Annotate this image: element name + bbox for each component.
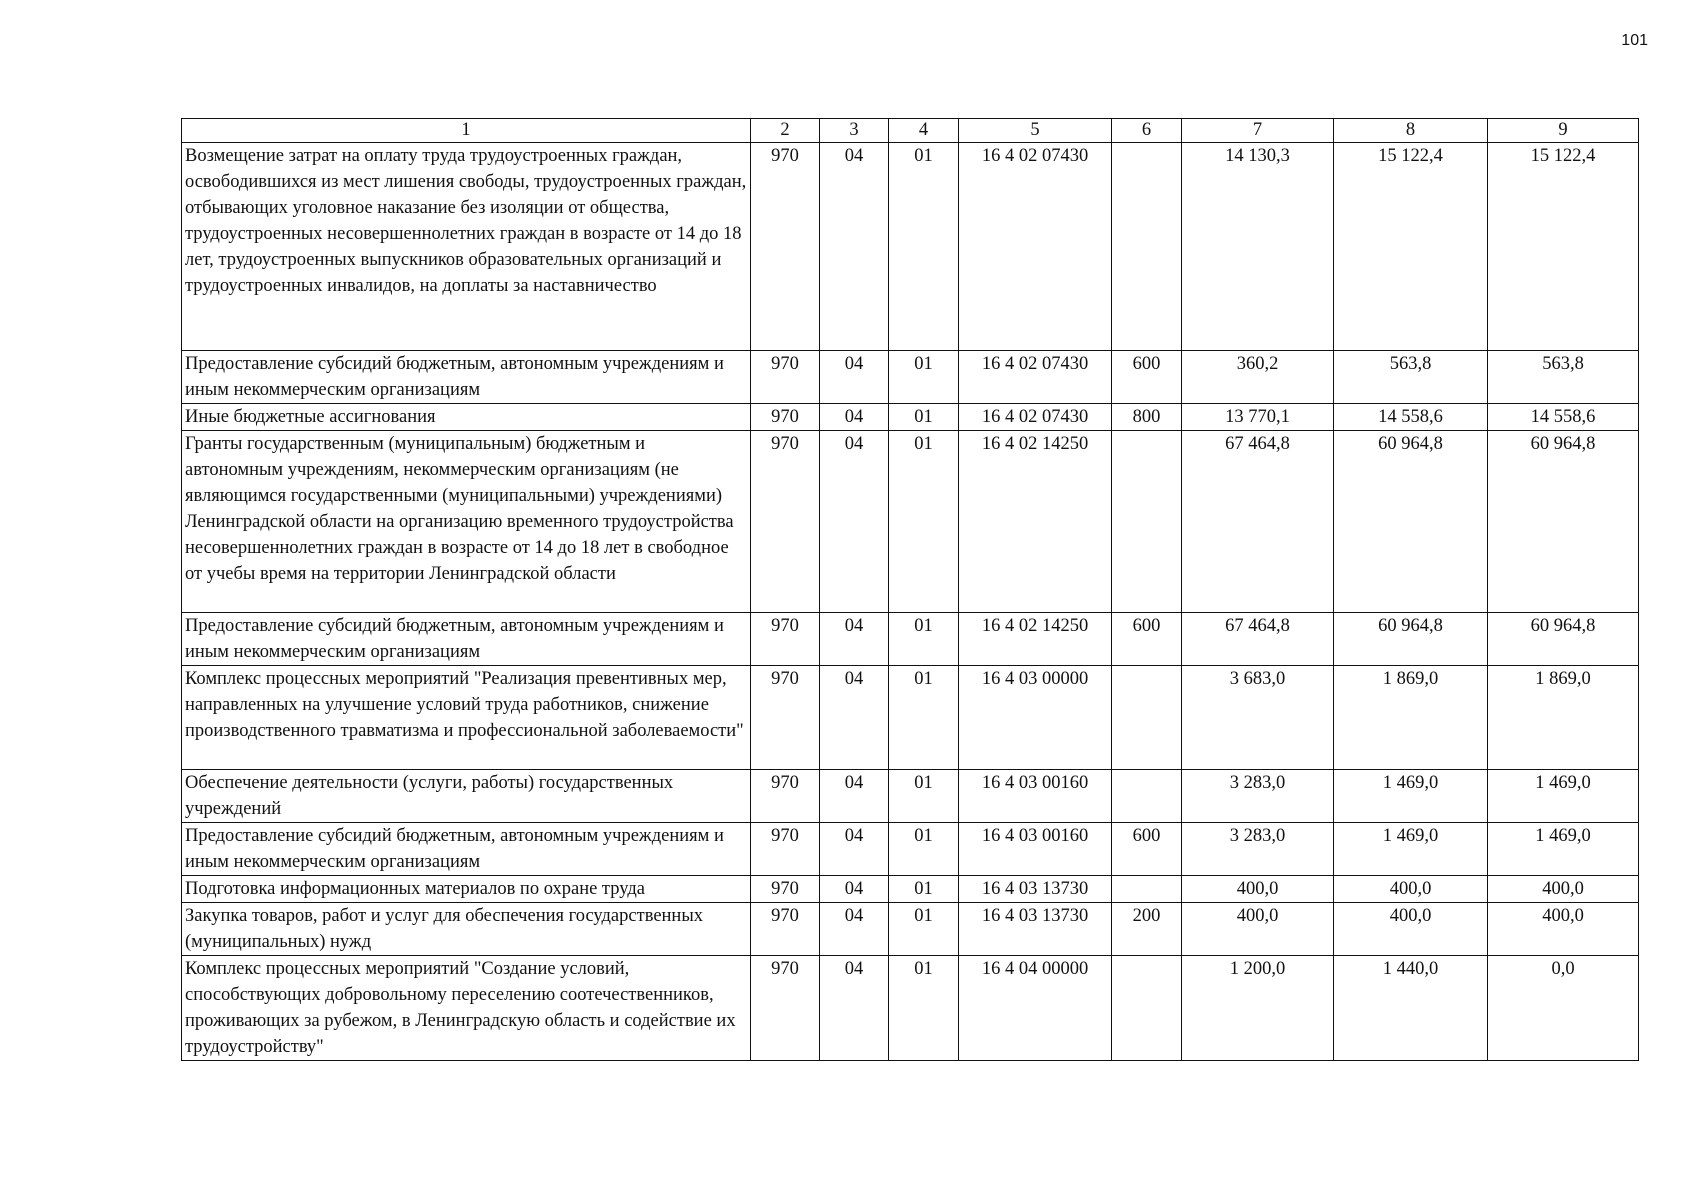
row-col-8: 400,0 — [1334, 876, 1488, 903]
header-col-8: 8 — [1334, 119, 1488, 143]
header-col-6: 6 — [1112, 119, 1182, 143]
row-col-3: 04 — [820, 770, 889, 823]
page-number: 101 — [1621, 32, 1648, 49]
row-col-3: 04 — [820, 404, 889, 431]
row-col-4: 01 — [889, 613, 959, 666]
row-col-8: 14 558,6 — [1334, 404, 1488, 431]
row-col-5: 16 4 02 07430 — [959, 351, 1112, 404]
row-col-8: 563,8 — [1334, 351, 1488, 404]
row-col-7: 3 683,0 — [1182, 666, 1334, 770]
row-col-4: 01 — [889, 770, 959, 823]
row-col-8: 15 122,4 — [1334, 143, 1488, 351]
row-description: Предоставление субсидий бюджетным, автономным учреждениям и иным некоммерческим организациям — [182, 351, 751, 404]
header-col-9: 9 — [1488, 119, 1639, 143]
row-col-6 — [1112, 143, 1182, 351]
table-header-row — [182, 119, 1639, 143]
row-description: Предоставление субсидий бюджетным, автономным учреждениям и иным некоммерческим организациям — [182, 613, 751, 666]
row-col-8: 1 469,0 — [1334, 823, 1488, 876]
row-description: Подготовка информационных материалов по охране труда — [182, 876, 751, 903]
row-col-5: 16 4 04 00000 — [959, 956, 1112, 1061]
row-col-6 — [1112, 431, 1182, 613]
row-col-2: 970 — [751, 404, 820, 431]
row-col-2: 970 — [751, 903, 820, 956]
table-row — [182, 770, 1639, 823]
row-col-6 — [1112, 876, 1182, 903]
header-col-3: 3 — [820, 119, 889, 143]
row-col-4: 01 — [889, 143, 959, 351]
row-col-8: 60 964,8 — [1334, 431, 1488, 613]
row-col-3: 04 — [820, 143, 889, 351]
row-col-3: 04 — [820, 666, 889, 770]
row-description: Возмещение затрат на оплату труда трудоустроенных граждан, освободившихся из мест лишения свободы, трудоустроенных граждан, отбывающих уголовное наказание без изоляции от общества, трудоустроенных несовершеннолетних граждан в возрасте от 14 до 18 лет, трудоустроенных выпускников образовательных организаций и трудоустроенных инвалидов, на доплаты за наставничество — [182, 143, 751, 351]
table-row — [182, 404, 1639, 431]
row-col-7: 360,2 — [1182, 351, 1334, 404]
row-col-5: 16 4 03 00000 — [959, 666, 1112, 770]
row-col-6: 600 — [1112, 613, 1182, 666]
table-row — [182, 823, 1639, 876]
row-col-3: 04 — [820, 351, 889, 404]
row-col-4: 01 — [889, 351, 959, 404]
row-col-9: 14 558,6 — [1488, 404, 1639, 431]
row-col-2: 970 — [751, 876, 820, 903]
row-description: Комплекс процессных мероприятий "Создание условий, способствующих добровольному переселению соотечественников, проживающих за рубежом, в Ленинградскую область и содействие их трудоустройству" — [182, 956, 751, 1061]
row-col-5: 16 4 03 13730 — [959, 903, 1112, 956]
row-col-7: 67 464,8 — [1182, 613, 1334, 666]
row-description: Предоставление субсидий бюджетным, автономным учреждениям и иным некоммерческим организациям — [182, 823, 751, 876]
row-col-5: 16 4 02 14250 — [959, 613, 1112, 666]
row-col-2: 970 — [751, 770, 820, 823]
row-col-6 — [1112, 666, 1182, 770]
row-col-3: 04 — [820, 431, 889, 613]
row-col-2: 970 — [751, 351, 820, 404]
table-row — [182, 351, 1639, 404]
row-col-4: 01 — [889, 431, 959, 613]
row-col-8: 400,0 — [1334, 903, 1488, 956]
row-col-9: 1 469,0 — [1488, 770, 1639, 823]
header-col-5: 5 — [959, 119, 1112, 143]
row-col-7: 67 464,8 — [1182, 431, 1334, 613]
row-col-6: 200 — [1112, 903, 1182, 956]
header-col-7: 7 — [1182, 119, 1334, 143]
row-col-7: 3 283,0 — [1182, 770, 1334, 823]
row-col-6: 600 — [1112, 351, 1182, 404]
row-col-3: 04 — [820, 956, 889, 1061]
row-col-4: 01 — [889, 876, 959, 903]
row-col-7: 13 770,1 — [1182, 404, 1334, 431]
row-col-2: 970 — [751, 956, 820, 1061]
row-col-4: 01 — [889, 823, 959, 876]
row-description: Закупка товаров, работ и услуг для обеспечения государственных (муниципальных) нужд — [182, 903, 751, 956]
row-col-6: 600 — [1112, 823, 1182, 876]
row-description: Иные бюджетные ассигнования — [182, 404, 751, 431]
row-col-4: 01 — [889, 666, 959, 770]
row-col-5: 16 4 02 07430 — [959, 143, 1112, 351]
row-col-7: 1 200,0 — [1182, 956, 1334, 1061]
table-row — [182, 903, 1639, 956]
table-row — [182, 613, 1639, 666]
row-col-3: 04 — [820, 613, 889, 666]
row-col-3: 04 — [820, 823, 889, 876]
table-row — [182, 876, 1639, 903]
row-col-8: 1 440,0 — [1334, 956, 1488, 1061]
header-col-2: 2 — [751, 119, 820, 143]
row-col-5: 16 4 03 00160 — [959, 770, 1112, 823]
row-col-9: 0,0 — [1488, 956, 1639, 1061]
header-col-1: 1 — [182, 119, 751, 143]
row-col-5: 16 4 03 00160 — [959, 823, 1112, 876]
table-row — [182, 956, 1639, 1061]
row-col-2: 970 — [751, 823, 820, 876]
header-col-4: 4 — [889, 119, 959, 143]
row-col-4: 01 — [889, 956, 959, 1061]
table-row — [182, 431, 1639, 613]
row-col-2: 970 — [751, 613, 820, 666]
row-col-9: 60 964,8 — [1488, 613, 1639, 666]
row-col-9: 1 469,0 — [1488, 823, 1639, 876]
row-description: Гранты государственным (муниципальным) бюджетным и автономным учреждениям, некоммерческим организациям (не являющимся государственными (муниципальными) учреждениями) Ленинградской области на организацию временного трудоустройства несовершеннолетних граждан в возрасте от 14 до 18 лет в свободное от учебы время на территории Ленинградской области — [182, 431, 751, 613]
row-col-9: 15 122,4 — [1488, 143, 1639, 351]
row-col-8: 60 964,8 — [1334, 613, 1488, 666]
row-col-6 — [1112, 770, 1182, 823]
row-col-9: 400,0 — [1488, 876, 1639, 903]
row-col-2: 970 — [751, 431, 820, 613]
row-col-9: 60 964,8 — [1488, 431, 1639, 613]
row-col-9: 1 869,0 — [1488, 666, 1639, 770]
row-description: Комплекс процессных мероприятий "Реализация превентивных мер, направленных на улучшение условий труда работников, снижение производственного травматизма и профессиональной заболеваемости" — [182, 666, 751, 770]
table-row — [182, 143, 1639, 351]
row-col-5: 16 4 02 07430 — [959, 404, 1112, 431]
row-col-6: 800 — [1112, 404, 1182, 431]
row-col-6 — [1112, 956, 1182, 1061]
row-col-8: 1 869,0 — [1334, 666, 1488, 770]
row-col-7: 14 130,3 — [1182, 143, 1334, 351]
table-row — [182, 666, 1639, 770]
row-col-7: 400,0 — [1182, 903, 1334, 956]
row-col-4: 01 — [889, 903, 959, 956]
budget-table — [181, 118, 1639, 1061]
row-col-4: 01 — [889, 404, 959, 431]
row-col-7: 3 283,0 — [1182, 823, 1334, 876]
row-col-8: 1 469,0 — [1334, 770, 1488, 823]
row-col-9: 563,8 — [1488, 351, 1639, 404]
row-col-2: 970 — [751, 143, 820, 351]
row-col-3: 04 — [820, 876, 889, 903]
row-col-7: 400,0 — [1182, 876, 1334, 903]
row-description: Обеспечение деятельности (услуги, работы) государственных учреждений — [182, 770, 751, 823]
row-col-5: 16 4 02 14250 — [959, 431, 1112, 613]
row-col-5: 16 4 03 13730 — [959, 876, 1112, 903]
row-col-9: 400,0 — [1488, 903, 1639, 956]
row-col-3: 04 — [820, 903, 889, 956]
row-col-2: 970 — [751, 666, 820, 770]
